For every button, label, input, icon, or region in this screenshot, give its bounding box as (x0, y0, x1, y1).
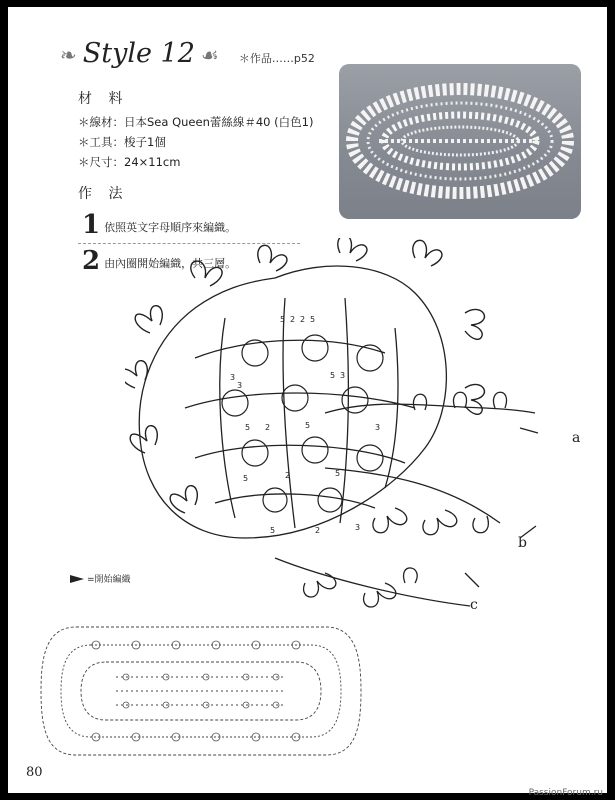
method-heading: 作 法 (78, 186, 129, 202)
diagram-label-b: b (518, 535, 527, 551)
page-title (60, 38, 315, 69)
svg-text:5: 5 (243, 474, 249, 483)
page-number: 80 (26, 765, 43, 780)
svg-text:3: 3 (237, 381, 243, 390)
title-ornament-left: ❧ (60, 43, 77, 67)
svg-text:5: 5 (245, 423, 251, 432)
overview-diagram (36, 617, 366, 765)
style-name: Style 12 (82, 38, 195, 69)
materials-list (78, 112, 313, 172)
lace-photo-drawing (339, 64, 581, 219)
step-number: 2 (82, 246, 101, 276)
svg-text:3: 3 (340, 371, 346, 380)
svg-text:2: 2 (285, 471, 291, 480)
svg-text:5: 5 (280, 315, 286, 324)
materials-heading: 材 料 (78, 91, 129, 107)
instruction-step (82, 212, 236, 238)
svg-text:3: 3 (355, 523, 361, 532)
svg-text:2: 2 (315, 526, 321, 535)
page-reference: ＊作品……p52 (238, 52, 315, 65)
step-text: 由內圈開始編織，共三層。 (104, 257, 237, 270)
start-legend (70, 572, 131, 585)
svg-text:5: 5 (305, 421, 311, 430)
svg-text:5: 5 (270, 526, 276, 535)
svg-text:5: 5 (330, 371, 336, 380)
material-size: ＊尺寸：24×11cm (78, 155, 181, 169)
title-ornament-right: ☙ (200, 43, 219, 67)
start-arrow-icon (70, 575, 84, 583)
tatting-diagram (125, 238, 545, 613)
diagram-label-a: a (572, 430, 581, 446)
legend-text: =開始編織 (87, 575, 131, 585)
svg-text:5: 5 (310, 315, 316, 324)
material-tool: ＊工具：梭子1個 (78, 135, 166, 149)
diagram-label-c: c (470, 597, 478, 613)
lace-photo (339, 64, 581, 219)
svg-text:2: 2 (290, 315, 296, 324)
step-number: 1 (82, 210, 101, 240)
material-thread: ＊線材：日本Sea Queen蕾絲線＃40 (白色1) (78, 115, 314, 129)
svg-text:3: 3 (375, 423, 381, 432)
svg-text:2: 2 (300, 315, 306, 324)
svg-text:2: 2 (265, 423, 271, 432)
watermark: PassionForum.ru (528, 788, 603, 798)
svg-text:3: 3 (230, 373, 236, 382)
svg-text:5: 5 (335, 469, 341, 478)
step-text: 依照英文字母順序來編織。 (104, 221, 237, 234)
